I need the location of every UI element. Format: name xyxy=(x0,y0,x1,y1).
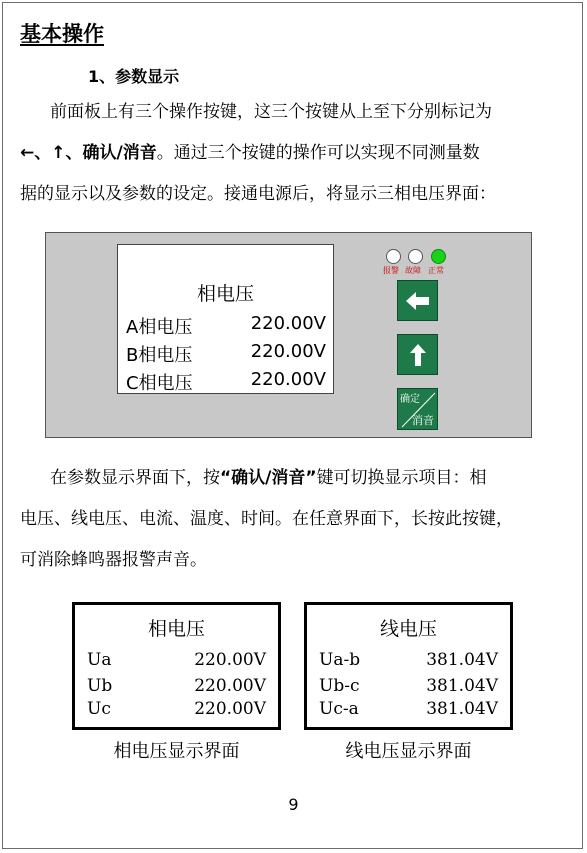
confirm-label: 确定 xyxy=(400,394,420,405)
key-names: ←、↑、确认/消音 xyxy=(20,143,157,163)
screen-row-label: C相电压 xyxy=(126,373,193,394)
fault-led xyxy=(408,249,423,264)
confirm-key-name: “确认/消音” xyxy=(220,468,317,488)
row-value: 381.04V xyxy=(426,699,498,719)
usage-line-3: 可消除蜂鸣器报警声音。 xyxy=(20,550,207,570)
intro-line-3: 据的显示以及参数的设定。接通电源后，将显示三相电压界面： xyxy=(20,184,496,204)
alarm-led xyxy=(386,249,401,264)
usage-line-2: 电压、线电压、电流、温度、时间。在任意界面下，长按此按键， xyxy=(20,509,513,529)
screen-row-value: 220.00V xyxy=(250,369,326,390)
screen-row-label: A相电压 xyxy=(126,317,193,338)
intro-paragraph xyxy=(20,92,572,215)
row-value: 381.04V xyxy=(426,676,498,696)
screen-row-value: 220.00V xyxy=(250,313,326,334)
line-voltage-display xyxy=(304,602,513,730)
fault-led-label: 故障 xyxy=(405,266,421,275)
section-title: 1、参数显示 xyxy=(88,67,180,86)
row-label: Ua-b xyxy=(319,650,361,670)
usage-line-1-pre: 在参数显示界面下，按 xyxy=(50,468,220,488)
row-label: Ub xyxy=(87,676,113,696)
screen-row-value: 220.00V xyxy=(250,341,326,362)
row-label: Uc-a xyxy=(319,699,359,719)
intro-line-1: 前面板上有三个操作按键，这三个按键从上至下分别标记为 xyxy=(50,102,492,122)
normal-led xyxy=(431,249,446,264)
normal-led-label: 正常 xyxy=(428,266,444,275)
intro-line-2: 。通过三个按键的操作可以实现不同测量数 xyxy=(156,143,480,163)
up-arrow-icon xyxy=(410,344,426,366)
row-value: 220.00V xyxy=(194,650,266,670)
page-number: 9 xyxy=(288,795,299,814)
screen-title: 相电压 xyxy=(196,283,254,305)
front-panel-illustration xyxy=(45,232,532,438)
row-value: 220.00V xyxy=(194,676,266,696)
left-arrow-icon xyxy=(406,292,430,310)
line-display-caption: 线电压显示界面 xyxy=(345,741,472,762)
usage-line-1-post: 键可切换显示项目：相 xyxy=(316,468,487,488)
row-label: Ub-c xyxy=(319,676,360,696)
phase-display-title: 相电压 xyxy=(147,618,205,640)
mute-label: 消音 xyxy=(412,414,434,427)
phase-display-caption: 相电压显示界面 xyxy=(113,741,240,762)
up-arrow-key[interactable] xyxy=(397,334,438,375)
usage-paragraph xyxy=(20,458,572,581)
lcd-screen xyxy=(117,244,334,394)
row-value: 381.04V xyxy=(426,650,498,670)
phase-voltage-display xyxy=(72,602,281,730)
page-heading: 基本操作 xyxy=(20,22,104,46)
row-label: Uc xyxy=(87,699,111,719)
confirm-mute-key[interactable] xyxy=(397,388,438,430)
row-value: 220.00V xyxy=(194,699,266,719)
row-label: Ua xyxy=(87,650,112,670)
screen-row-label: B相电压 xyxy=(126,345,193,366)
alarm-led-label: 报警 xyxy=(383,266,399,275)
line-display-title: 线电压 xyxy=(379,618,437,640)
left-arrow-key[interactable] xyxy=(397,280,438,321)
